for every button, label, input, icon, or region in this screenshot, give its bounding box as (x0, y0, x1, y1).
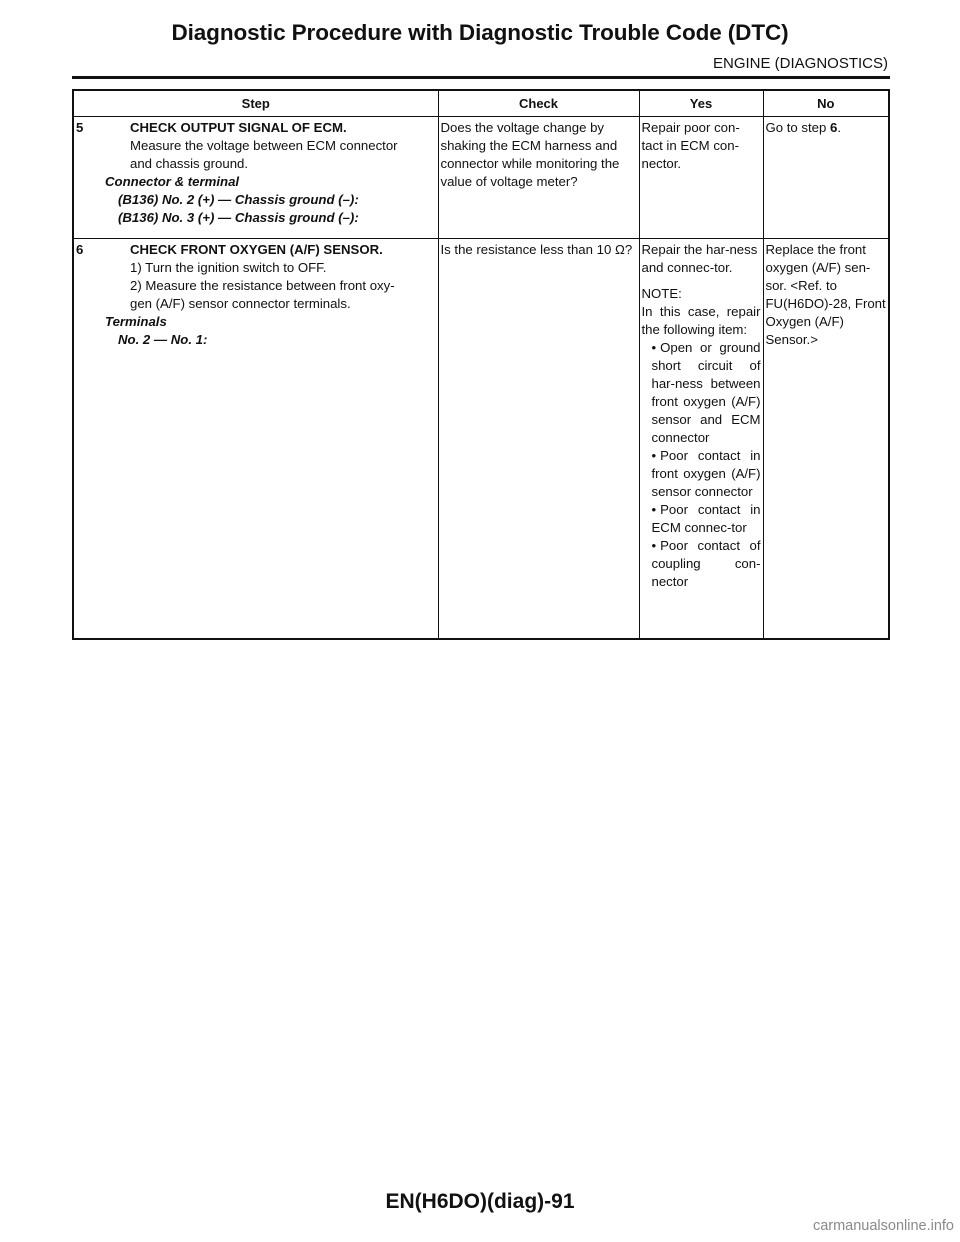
list-item-text: Poor contact in ECM connec-tor (651, 502, 761, 535)
step-instruction: gen (A/F) sensor connector terminals. (130, 296, 351, 311)
spec-value: No. 2 — No. 1: (118, 332, 208, 347)
list-item (642, 339, 761, 447)
step-instruction: 1) Turn the ignition switch to OFF. (130, 260, 327, 275)
note-label: NOTE: (641, 286, 682, 301)
no-action-suffix: . (837, 120, 842, 135)
bullet-icon: • (651, 448, 657, 463)
no-cell (763, 117, 889, 239)
yes-action: Repair the har-ness and connec-tor. (641, 242, 758, 275)
check-cell (438, 239, 639, 639)
table-row (73, 117, 889, 239)
bullet-icon: • (651, 538, 657, 553)
no-action: Replace the front oxygen (A/F) sen-sor. <Ref. to FU(H6DO)-28, Front Oxygen (A/F) Sensor.> (765, 242, 886, 347)
list-item (642, 447, 761, 501)
step-instruction: Measure the voltage between ECM connector (130, 138, 398, 153)
list-item (642, 537, 761, 591)
yes-cell (639, 239, 763, 639)
no-action-step: 6 (830, 120, 838, 135)
column-header-step: Step (73, 90, 438, 117)
watermark: carmanualsonline.info (812, 1218, 954, 1234)
spec-label: Connector & terminal (105, 174, 240, 189)
page-title: Diagnostic Procedure with Diagnostic Trouble Code (DTC) (171, 20, 789, 45)
page-code: EN(H6DO)(diag)-91 (385, 1190, 575, 1213)
column-header-check: Check (438, 90, 639, 117)
list-item-text: Open or ground short circuit of har-ness between front oxygen (A/F) sensor and ECM connector (651, 340, 761, 445)
step-number: 5 (76, 120, 84, 135)
check-question: Does the voltage change by shaking the ECM harness and connector while monitoring the value of voltage meter? (440, 120, 620, 189)
table-row (73, 239, 889, 639)
step-title: CHECK OUTPUT SIGNAL OF ECM. (130, 120, 347, 135)
yes-action: Repair poor con-tact in ECM con-nector. (641, 120, 740, 171)
diagnostic-procedure-table (72, 89, 890, 640)
table-header-row (73, 90, 889, 117)
list-item-text: Poor contact of coupling con-nector (651, 538, 761, 589)
column-header-yes: Yes (639, 90, 763, 117)
section-name: ENGINE (DIAGNOSTICS) (712, 55, 888, 72)
spec-value: (B136) No. 2 (+) — Chassis ground (–): (118, 192, 359, 207)
step-instruction: 2) Measure the resistance between front oxy- (130, 278, 395, 293)
note-text: In this case, repair the following item: (641, 304, 761, 337)
bullet-icon: • (651, 502, 657, 517)
list-item (642, 501, 761, 537)
column-header-no: No (763, 90, 889, 117)
step-cell (73, 239, 438, 639)
step-cell (73, 117, 438, 239)
bullet-icon: • (651, 340, 657, 355)
no-cell (763, 239, 889, 639)
step-title: CHECK FRONT OXYGEN (A/F) SENSOR. (130, 242, 383, 257)
check-cell (438, 117, 639, 239)
list-item-text: Poor contact in front oxygen (A/F) sensor connector (651, 448, 761, 499)
spec-value: (B136) No. 3 (+) — Chassis ground (–): (118, 210, 359, 225)
no-action-prefix: Go to step (765, 120, 831, 135)
step-number: 6 (76, 242, 84, 257)
header-divider (72, 76, 890, 79)
step-instruction: and chassis ground. (130, 156, 249, 171)
yes-cell (639, 117, 763, 239)
check-question: Is the resistance less than 10 Ω? (440, 242, 633, 257)
spec-label: Terminals (105, 314, 167, 329)
